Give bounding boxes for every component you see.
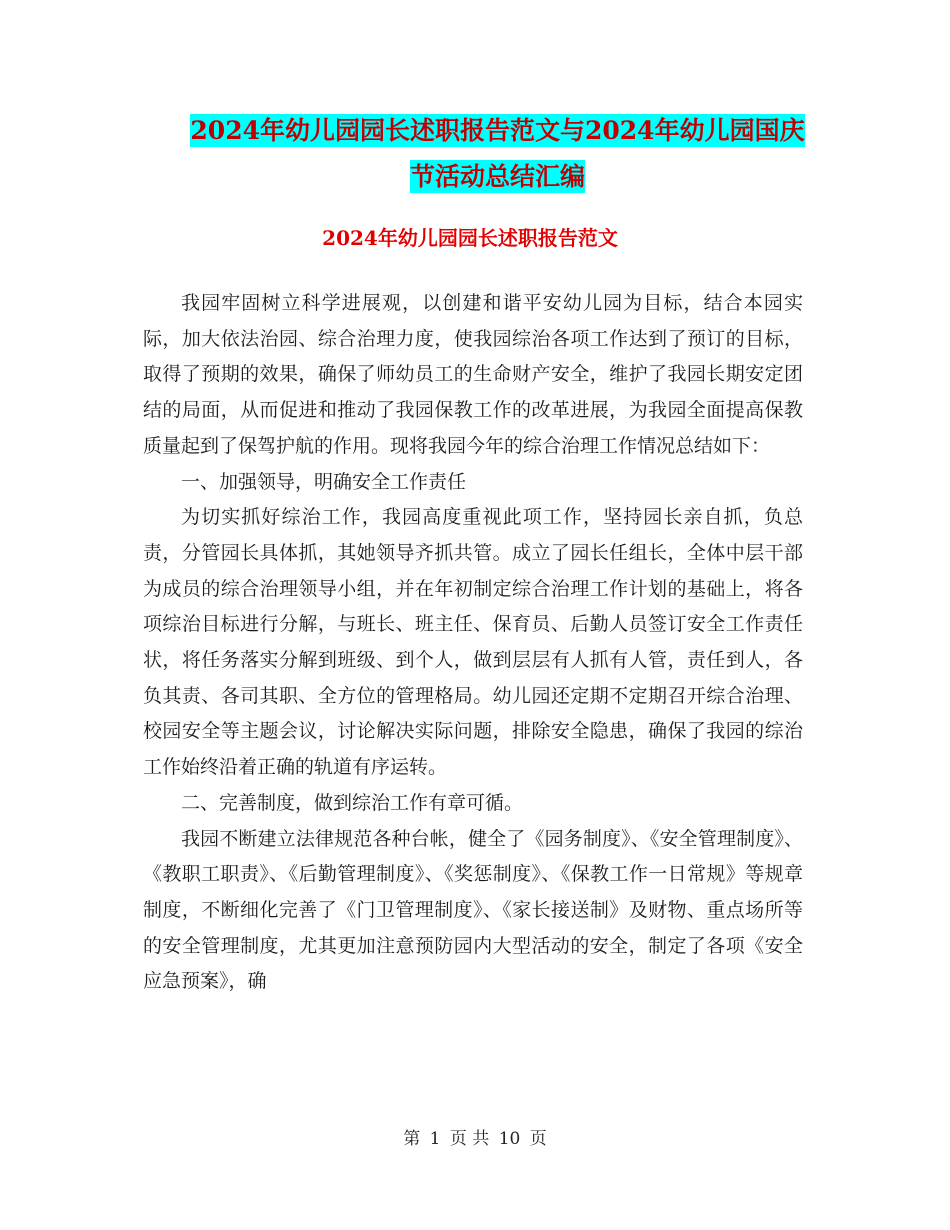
page-label-prefix: 第 <box>403 1129 421 1149</box>
section-title: 2024年幼儿园园长述职报告范文 <box>322 226 618 250</box>
paragraph-rules: 我园不断建立法律规范各种台帐，健全了《园务制度》、《安全管理制度》、《教职工职责》、《后勤管理制度》、《奖惩制度》、《保教工作一日常规》等规章制度，不断细化完善了《门卫管理制度》、《家长接送制》及财物、重点场所等的安全管理制度，尤其更加注意预防园内大型活动的安全，制定了各项《安全应急预案》，确 <box>143 827 803 993</box>
total-pages-number: 10 <box>498 1129 521 1149</box>
page-label-mid: 页 共 <box>449 1129 490 1149</box>
document-body <box>143 286 803 1000</box>
document-title-line-2: 节活动总结汇编 <box>409 162 585 191</box>
document-title <box>145 108 850 200</box>
paragraph-heading-2: 二、完善制度，做到综治工作有章可循。 <box>181 791 524 814</box>
current-page-number: 1 <box>429 1129 441 1149</box>
paragraph-intro: 我园牢固树立科学进展观，以创建和谐平安幼儿园为目标，结合本园实际，加大依法治园、综合治理力度，使我园综治各项工作达到了预订的目标，取得了预期的效果，确保了师幼员工的生命财产安全，维护了我园长期安定团结的局面，从而促进和推动了我园保教工作的改革进展，为我园全面提高保教质量起到了保驾护航的作用。现将我园今年的综合治理工作情况总结如下： <box>143 292 803 457</box>
document-title-line-1: 2024年幼儿园园长述职报告范文与2024年幼儿园国庆 <box>190 116 805 145</box>
page-footer <box>0 1125 950 1153</box>
paragraph-heading-1: 一、加强领导，明确安全工作责任 <box>181 470 467 493</box>
paragraph-leadership: 为切实抓好综治工作，我园高度重视此项工作，坚持园长亲自抓，负总责，分管园长具体抓，其她领导齐抓共管。成立了园长任组长，全体中层干部为成员的综合治理领导小组，并在年初制定综合治理工作计划的基础上，将各项综治目标进行分解，与班长、班主任、保育员、后勤人员签订安全工作责任状，将任务落实分解到班级、到个人，做到层层有人抓有人管，责任到人，各负其责、各司其职、全方位的管理格局。幼儿园还定期不定期召开综合治理、校园安全等主题会议，讨论解决实际问题，排除安全隐患，确保了我园的综治工作始终沿着正确的轨道有序运转。 <box>143 506 803 779</box>
page-label-suffix: 页 <box>529 1129 547 1149</box>
